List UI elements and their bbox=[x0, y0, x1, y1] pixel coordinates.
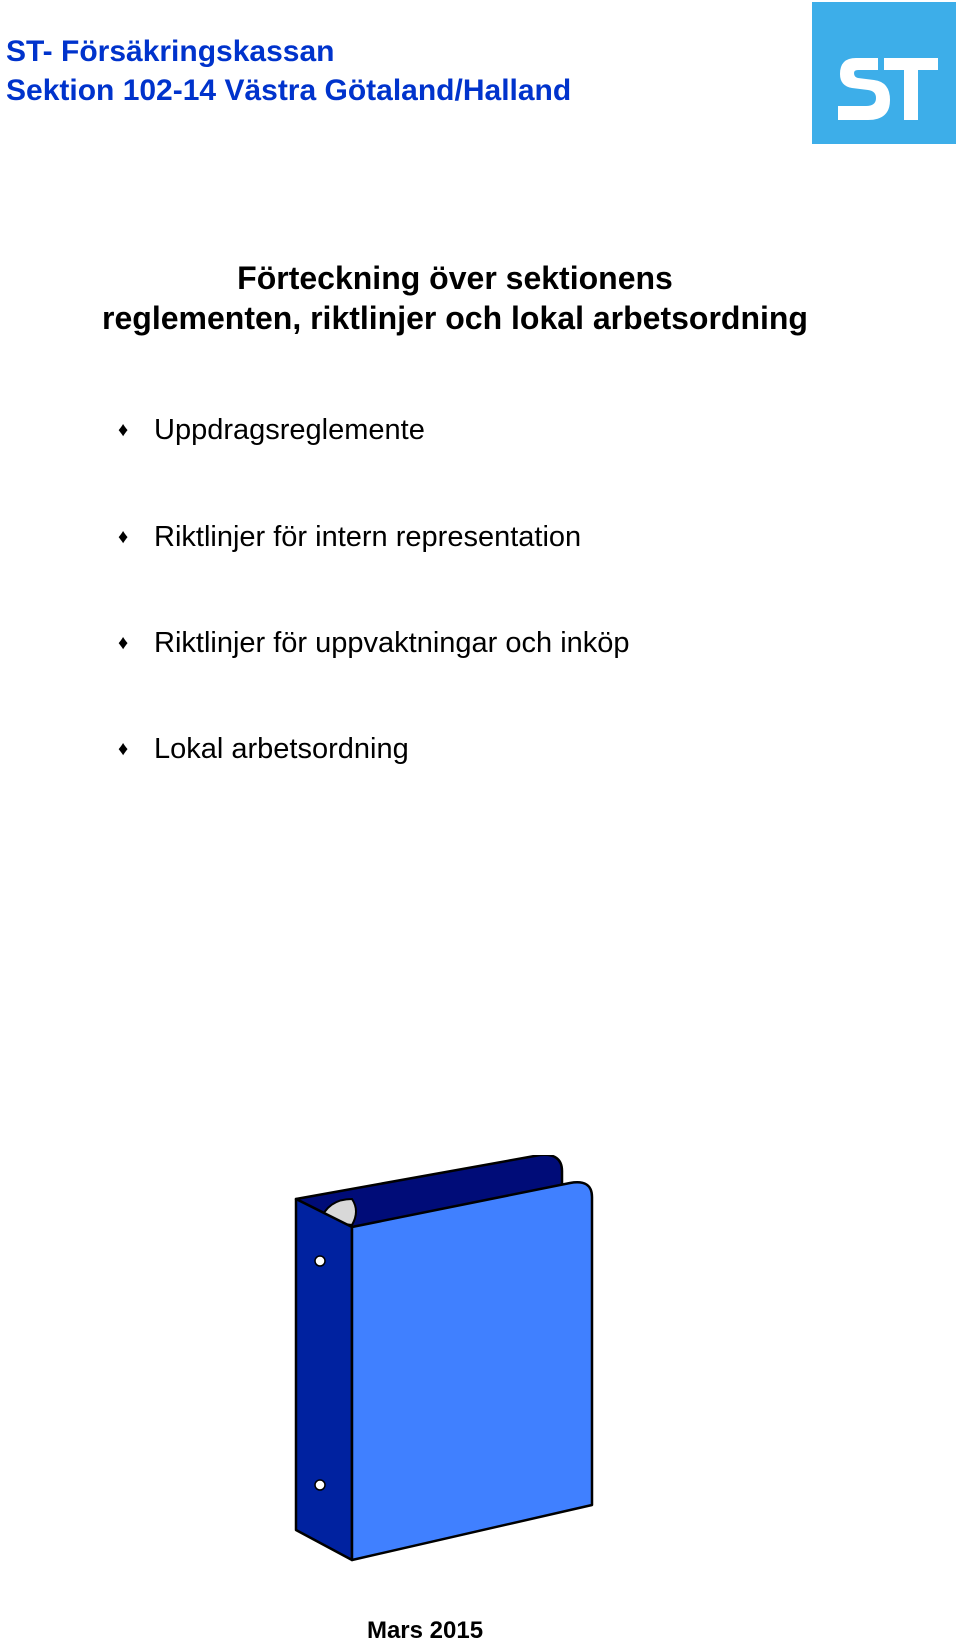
logo-background bbox=[812, 2, 956, 144]
binder-icon bbox=[290, 1155, 602, 1580]
document-title-line-2: reglementen, riktlinjer och lokal arbetsordning bbox=[102, 300, 808, 336]
list-item bbox=[118, 412, 425, 448]
binder-hole-top bbox=[315, 1256, 325, 1266]
section-name: Sektion 102-14 Västra Götaland/Halland bbox=[6, 74, 572, 107]
diamond-bullet-icon: ♦ bbox=[118, 419, 129, 441]
logo-text: ST bbox=[884, 140, 886, 141]
binder-hole-bottom bbox=[315, 1480, 325, 1490]
document-date: Mars 2015 bbox=[366, 1617, 484, 1644]
list-item bbox=[118, 625, 630, 661]
list-item-label: Riktlinjer för uppvaktningar och inköp bbox=[154, 627, 630, 659]
st-logo bbox=[812, 2, 956, 144]
list-item bbox=[118, 519, 581, 555]
list-item bbox=[118, 731, 409, 767]
list-item-label: Riktlinjer för intern representation bbox=[154, 521, 582, 553]
list-item-label: Lokal arbetsordning bbox=[154, 733, 409, 765]
list-item-label: Uppdragsreglemente bbox=[154, 414, 425, 446]
binder-front-cover bbox=[352, 1182, 592, 1560]
diamond-bullet-icon: ♦ bbox=[118, 632, 129, 654]
diamond-bullet-icon: ♦ bbox=[118, 526, 129, 548]
document-title-line-1: Förteckning över sektionens bbox=[237, 260, 673, 296]
organization-name: ST- Försäkringskassan bbox=[6, 35, 335, 68]
organization-header bbox=[6, 32, 571, 110]
binder-spine bbox=[296, 1199, 352, 1560]
diamond-bullet-icon: ♦ bbox=[118, 738, 129, 760]
document-title bbox=[0, 258, 910, 338]
